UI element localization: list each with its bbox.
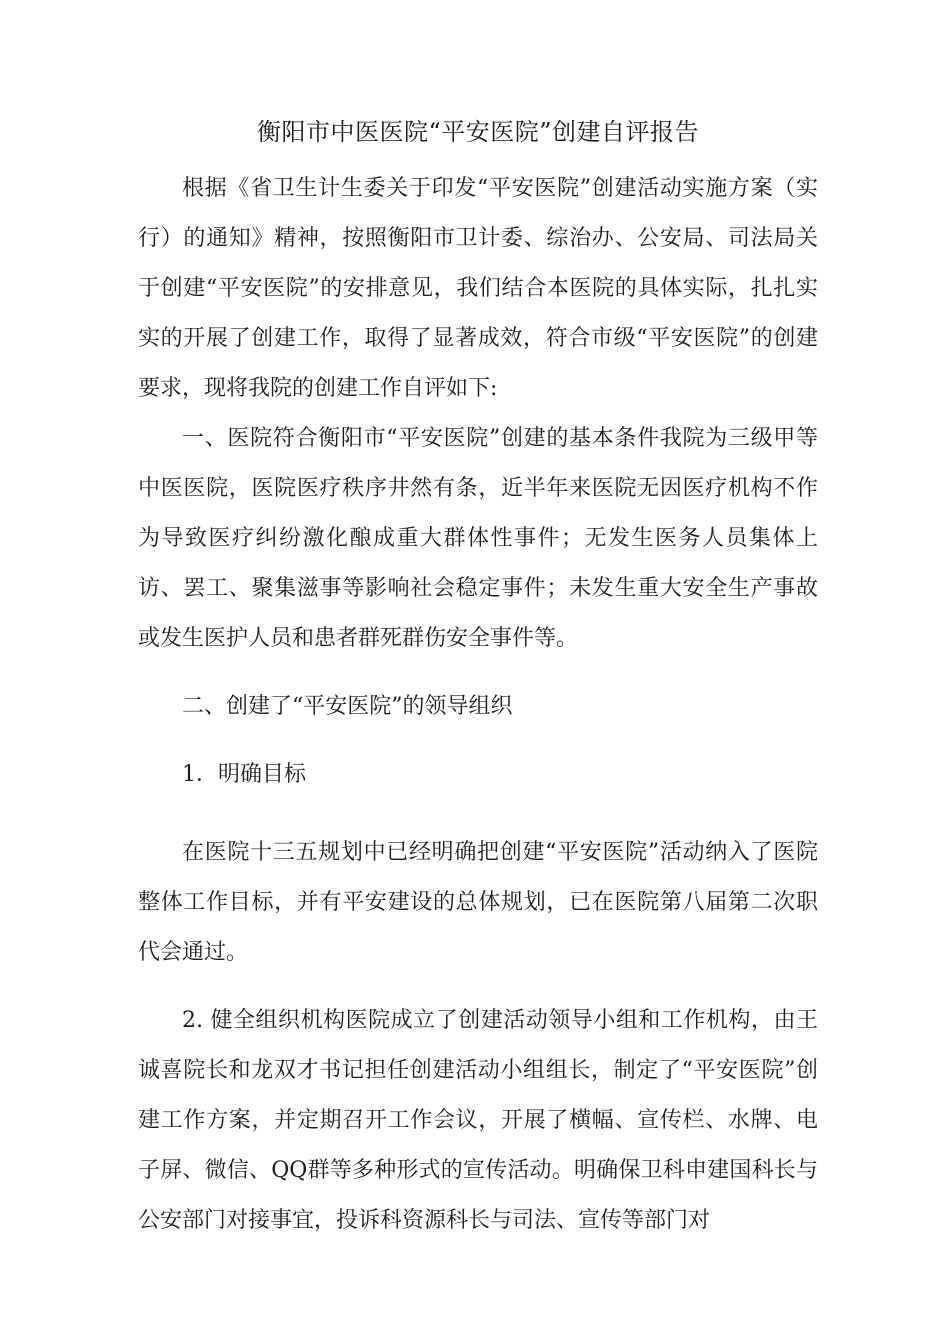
section-one-paragraph: 一、医院符合衡阳市“平安医院”创建的基本条件我院为三级甲等中医医院，医院医疗秩序井然有条，近半年来医院无因医疗机构不作为导致医疗纠纷激化酿成重大群体性事件；无发生医务人员集体上访、罢工、聚集滋事等影响社会稳定事件；未发生重大安全生产事故或发生医护人员和患者群死群伤安全事件等。 <box>138 426 818 651</box>
organization-paragraph: 2. 健全组织机构医院成立了创建活动领导小组和工作机构，由王诚喜院长和龙双才书记担任创建活动小组组长，制定了“平安医院”创建工作方案，并定期召开工作会议，开展了横幅、宣传栏、水牌、电子屏、微信、QQ群等多种形式的宣传活动。明确保卫科申建国科长与公安部门对接事宜，投诉科资源科长与司法、宣传等部门对 <box>138 1008 818 1233</box>
document-title: 衡阳市中医医院“平安医院”创建自评报告 <box>256 118 700 146</box>
intro-paragraph: 根据《省卫生计生委关于印发“平安医院”创建活动实施方案（实行）的通知》精神，按照衡阳市卫计委、综治办、公安局、司法局关于创建“平安医院”的安排意见，我们结合本医院的具体实际，扎扎实实的开展了创建工作，取得了显著成效，符合市级“平安医院”的创建要求，现将我院的创建工作自评如下: <box>138 176 818 401</box>
subheading-clear-goals: 1．明确目标 <box>182 762 306 787</box>
section-two-heading: 二、创建了“平安医院”的领导组织 <box>182 694 513 719</box>
goals-paragraph: 在医院十三五规划中已经明确把创建“平安医院”活动纳入了医院整体工作目标，并有平安建设的总体规划，已在医院第八届第二次职代会通过。 <box>138 840 818 965</box>
